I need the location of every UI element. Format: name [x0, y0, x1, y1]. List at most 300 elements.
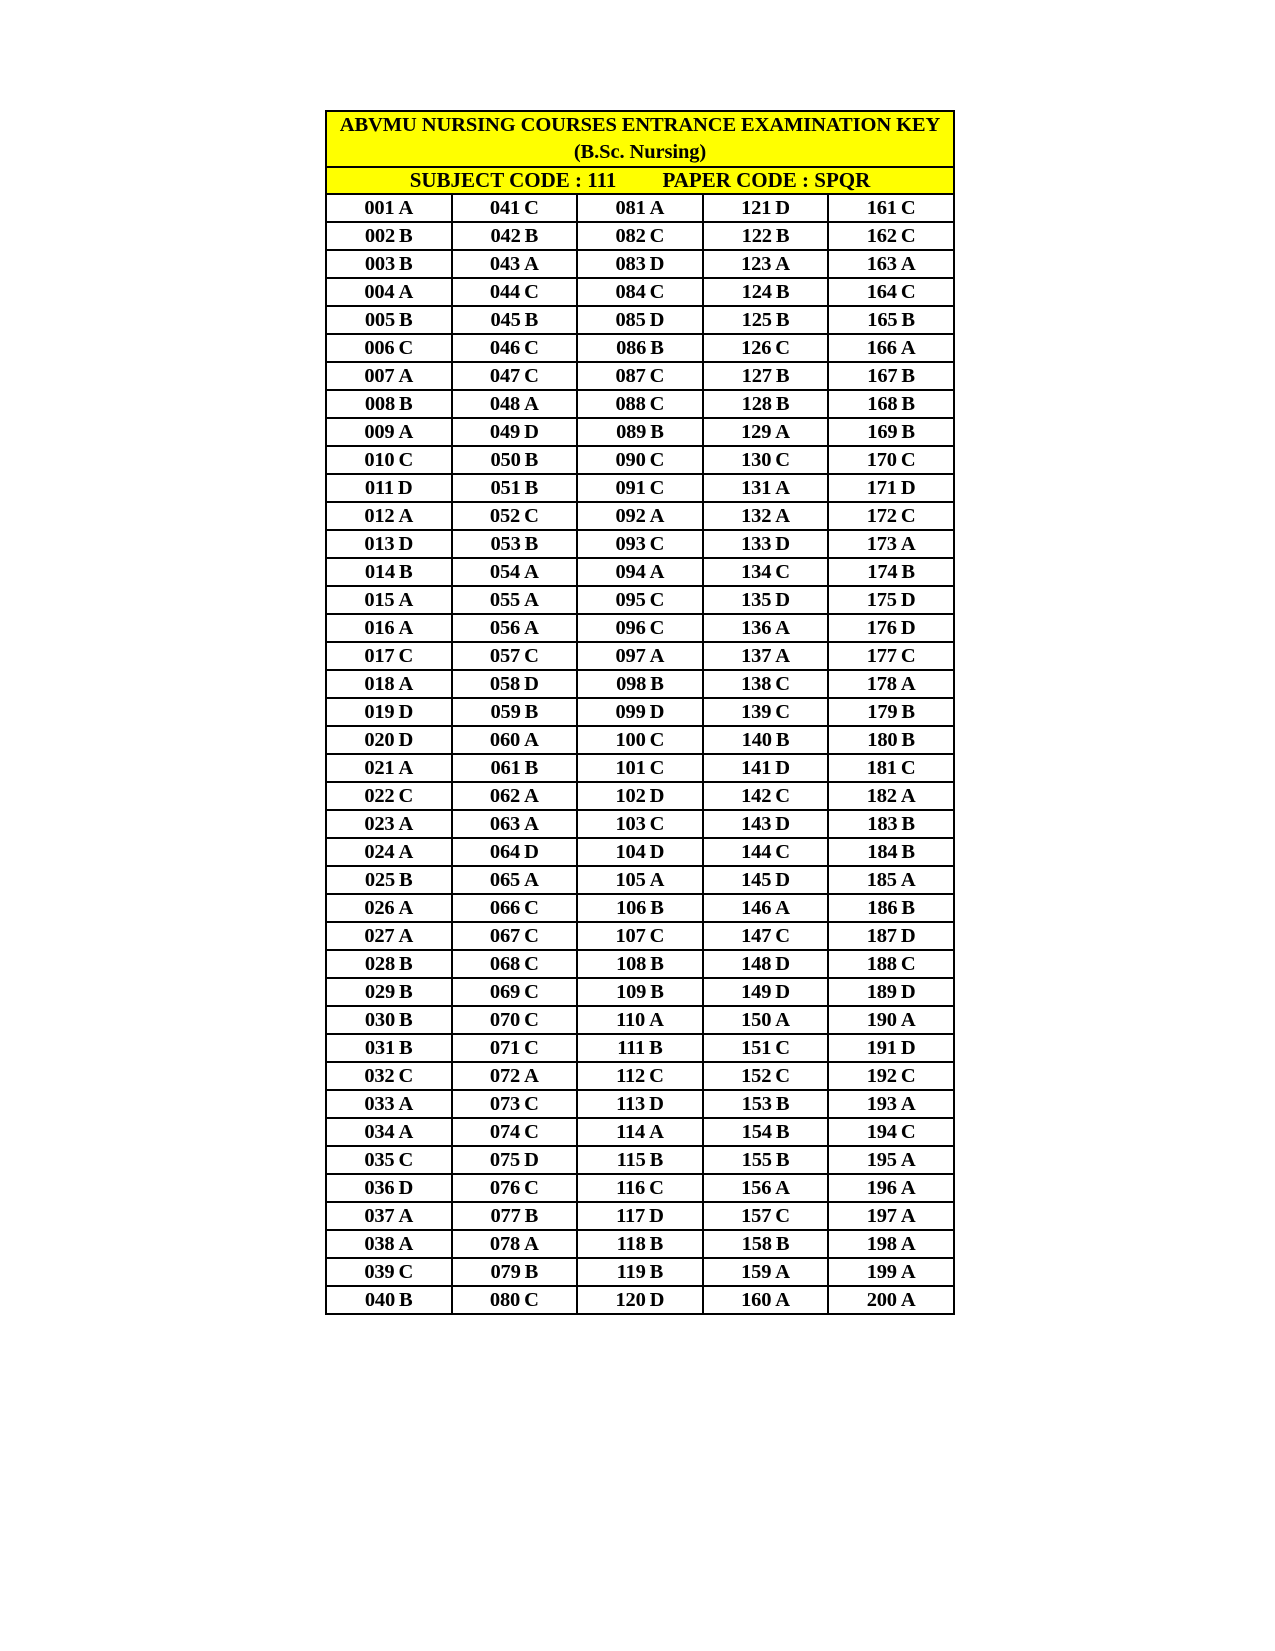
answer-option: B — [524, 477, 539, 500]
answer-cell — [452, 278, 578, 306]
answer-option: A — [524, 561, 539, 584]
answer-cell — [703, 1258, 829, 1286]
question-number: 150 — [741, 1009, 772, 1032]
answer-option: A — [775, 1009, 791, 1032]
question-number: 185 — [866, 869, 897, 892]
answer-cell — [703, 978, 829, 1006]
question-number: 109 — [616, 981, 647, 1004]
question-number: 019 — [364, 701, 395, 724]
exam-title-line-1: ABVMU NURSING COURSES ENTRANCE EXAMINATION KEY — [339, 114, 941, 136]
question-number: 011 — [364, 477, 394, 500]
answer-row — [326, 1034, 954, 1062]
question-number: 121 — [741, 197, 772, 220]
answer-cell — [703, 614, 829, 642]
answer-cell — [326, 782, 452, 810]
answer-cell — [326, 222, 452, 250]
question-number: 001 — [364, 197, 395, 220]
answer-row — [326, 838, 954, 866]
answer-option: D — [900, 1037, 916, 1060]
question-number: 081 — [615, 197, 646, 220]
answer-option: B — [775, 729, 790, 752]
question-number: 199 — [866, 1261, 897, 1284]
question-number: 162 — [866, 225, 897, 248]
answer-cell — [577, 642, 703, 670]
answer-option: A — [900, 869, 916, 892]
question-number: 038 — [364, 1233, 395, 1256]
question-number: 085 — [615, 309, 646, 332]
answer-row — [326, 530, 954, 558]
answer-option: B — [649, 1037, 663, 1060]
question-number: 102 — [615, 785, 646, 808]
question-number: 153 — [741, 1093, 772, 1116]
answer-row — [326, 1230, 954, 1258]
answer-option: D — [649, 309, 665, 332]
question-number: 141 — [741, 757, 772, 780]
answer-cell — [326, 1230, 452, 1258]
question-number: 192 — [866, 1065, 897, 1088]
answer-cell — [577, 782, 703, 810]
answer-option: A — [398, 365, 414, 388]
answer-cell — [452, 474, 578, 502]
question-number: 158 — [741, 1233, 772, 1256]
answer-option: C — [398, 337, 414, 360]
answer-row — [326, 418, 954, 446]
question-number: 087 — [615, 365, 646, 388]
question-number: 191 — [866, 1037, 897, 1060]
question-number: 014 — [364, 561, 396, 584]
question-number: 083 — [615, 253, 646, 276]
answer-cell — [452, 1146, 578, 1174]
answer-option: C — [649, 1177, 664, 1200]
answer-option: A — [398, 757, 414, 780]
answer-option: A — [775, 253, 791, 276]
answer-cell — [577, 362, 703, 390]
answer-cell — [703, 754, 829, 782]
answer-option: C — [900, 505, 916, 528]
answer-option: B — [901, 701, 916, 724]
question-number: 180 — [867, 729, 898, 752]
answer-row — [326, 446, 954, 474]
question-number: 146 — [741, 897, 772, 920]
answer-cell — [703, 418, 829, 446]
answer-row — [326, 502, 954, 530]
answer-option: C — [649, 393, 665, 416]
answer-option: C — [900, 953, 916, 976]
question-number: 004 — [364, 281, 395, 304]
answer-row — [326, 306, 954, 334]
answer-cell — [703, 782, 829, 810]
answer-row — [326, 866, 954, 894]
question-number: 111 — [617, 1037, 646, 1060]
answer-cell — [577, 1118, 703, 1146]
answer-cell — [577, 614, 703, 642]
question-number: 009 — [364, 421, 395, 444]
answer-option: C — [900, 1065, 916, 1088]
answer-cell — [703, 1146, 829, 1174]
question-number: 034 — [364, 1121, 395, 1144]
answer-option: A — [524, 1065, 539, 1088]
question-number: 118 — [616, 1233, 646, 1256]
answer-option: C — [649, 589, 665, 612]
question-number: 188 — [866, 953, 897, 976]
question-number: 116 — [616, 1177, 646, 1200]
answer-cell — [452, 1174, 578, 1202]
question-number: 013 — [364, 533, 395, 556]
answer-option: B — [775, 1233, 790, 1256]
question-number: 132 — [741, 505, 772, 528]
answer-option: D — [649, 701, 665, 724]
answer-cell — [703, 838, 829, 866]
answer-row — [326, 614, 954, 642]
answer-cell — [326, 362, 452, 390]
question-number: 176 — [866, 617, 897, 640]
answer-option: C — [775, 561, 791, 584]
question-number: 066 — [489, 897, 521, 920]
answer-row — [326, 698, 954, 726]
answer-cell — [703, 1202, 829, 1230]
answer-cell — [703, 1090, 829, 1118]
answer-option: B — [901, 421, 916, 444]
question-number: 093 — [615, 533, 646, 556]
answer-option: C — [524, 981, 539, 1004]
question-number: 068 — [489, 953, 521, 976]
question-number: 110 — [616, 1009, 646, 1032]
answer-cell — [326, 1202, 452, 1230]
answer-option: D — [900, 617, 916, 640]
answer-option: B — [901, 393, 916, 416]
answer-option: D — [398, 701, 414, 724]
answer-cell — [703, 922, 829, 950]
answer-cell — [828, 250, 954, 278]
answer-cell — [326, 194, 452, 222]
question-number: 178 — [866, 673, 897, 696]
answer-option: D — [649, 253, 665, 276]
answer-option: C — [398, 449, 414, 472]
answer-cell — [577, 950, 703, 978]
answer-cell — [828, 1202, 954, 1230]
answer-cell — [326, 810, 452, 838]
answer-cell — [326, 894, 452, 922]
answer-cell — [828, 390, 954, 418]
answer-cell — [452, 558, 578, 586]
answer-row — [326, 334, 954, 362]
answer-option: B — [649, 1233, 664, 1256]
answer-option: A — [398, 897, 414, 920]
answer-row — [326, 558, 954, 586]
answer-option: C — [524, 1177, 539, 1200]
answer-cell — [452, 810, 578, 838]
answer-option: A — [524, 813, 539, 836]
answer-option: D — [398, 533, 414, 556]
question-number: 035 — [364, 1149, 395, 1172]
answer-row — [326, 978, 954, 1006]
answer-option: A — [775, 421, 791, 444]
answer-cell — [828, 502, 954, 530]
answer-cell — [703, 670, 829, 698]
question-number: 095 — [615, 589, 646, 612]
question-number: 147 — [741, 925, 772, 948]
answer-option: B — [650, 953, 664, 976]
answer-cell — [452, 194, 578, 222]
answer-cell — [326, 278, 452, 306]
question-number: 022 — [364, 785, 395, 808]
answer-option: A — [900, 673, 916, 696]
answer-cell — [577, 810, 703, 838]
question-number: 133 — [741, 533, 772, 556]
question-number: 090 — [615, 449, 646, 472]
answer-option: B — [399, 1037, 413, 1060]
answer-cell — [577, 306, 703, 334]
question-number: 052 — [489, 505, 521, 528]
answer-cell — [703, 502, 829, 530]
answer-cell — [828, 614, 954, 642]
question-number: 094 — [615, 561, 646, 584]
answer-row — [326, 194, 954, 222]
answer-option: D — [524, 673, 539, 696]
answer-cell — [577, 1034, 703, 1062]
answer-cell — [577, 754, 703, 782]
answer-cell — [828, 866, 954, 894]
answer-option: B — [524, 701, 539, 724]
question-number: 077 — [490, 1205, 521, 1228]
answer-option: C — [398, 1065, 414, 1088]
question-number: 114 — [616, 1121, 646, 1144]
answer-cell — [452, 838, 578, 866]
answer-option: B — [901, 813, 916, 836]
answer-cell — [452, 334, 578, 362]
answer-option: C — [900, 645, 916, 668]
answer-option: D — [649, 1289, 665, 1312]
answer-option: B — [775, 365, 790, 388]
answer-option: A — [900, 533, 916, 556]
question-number: 002 — [364, 225, 396, 248]
answer-cell — [577, 334, 703, 362]
answer-cell — [828, 950, 954, 978]
question-number: 169 — [867, 421, 898, 444]
question-number: 005 — [364, 309, 396, 332]
answer-cell — [577, 1286, 703, 1314]
question-number: 080 — [489, 1289, 521, 1312]
question-number: 148 — [741, 953, 772, 976]
question-number: 056 — [489, 617, 521, 640]
question-number: 123 — [741, 253, 772, 276]
answer-option: B — [524, 1205, 539, 1228]
question-number: 076 — [489, 1177, 521, 1200]
question-number: 136 — [741, 617, 772, 640]
answer-cell — [577, 978, 703, 1006]
answer-option: C — [398, 1149, 414, 1172]
question-number: 167 — [867, 365, 898, 388]
answer-option: A — [649, 645, 665, 668]
question-number: 127 — [741, 365, 772, 388]
answer-cell — [703, 1118, 829, 1146]
answer-option: A — [900, 785, 916, 808]
answer-cell — [703, 194, 829, 222]
answer-option: A — [900, 1149, 916, 1172]
answer-cell — [577, 698, 703, 726]
answer-option: C — [775, 701, 791, 724]
answer-cell — [828, 1118, 954, 1146]
answer-option: A — [398, 617, 414, 640]
answer-cell — [452, 782, 578, 810]
answer-option: C — [398, 645, 414, 668]
answer-option: B — [775, 309, 790, 332]
answer-option: A — [398, 1093, 414, 1116]
answer-cell — [452, 446, 578, 474]
answer-option: C — [775, 1205, 791, 1228]
question-number: 020 — [364, 729, 395, 752]
answer-cell — [577, 1146, 703, 1174]
answer-row — [326, 754, 954, 782]
answer-cell — [703, 222, 829, 250]
answer-cell — [452, 614, 578, 642]
question-number: 069 — [489, 981, 521, 1004]
answer-option: C — [775, 1037, 791, 1060]
question-number: 142 — [741, 785, 772, 808]
answer-cell — [703, 1034, 829, 1062]
question-number: 172 — [866, 505, 897, 528]
answer-option: C — [524, 1289, 539, 1312]
question-number: 018 — [364, 673, 395, 696]
codes-row — [326, 167, 954, 194]
question-number: 042 — [490, 225, 521, 248]
question-number: 063 — [489, 813, 521, 836]
answer-option: A — [524, 869, 539, 892]
answer-option: D — [524, 421, 539, 444]
answer-option: A — [398, 1121, 414, 1144]
question-number: 154 — [741, 1121, 772, 1144]
answer-cell — [828, 754, 954, 782]
answer-cell — [326, 642, 452, 670]
question-number: 144 — [741, 841, 772, 864]
subject-code-label: SUBJECT CODE : 111 — [409, 168, 617, 193]
question-number: 036 — [364, 1177, 395, 1200]
answer-cell — [703, 810, 829, 838]
answer-option: A — [524, 729, 539, 752]
question-number: 033 — [364, 1093, 395, 1116]
answer-option: A — [524, 393, 539, 416]
answer-option: A — [649, 1121, 664, 1144]
question-number: 062 — [489, 785, 521, 808]
answer-cell — [452, 530, 578, 558]
answer-option: D — [775, 197, 791, 220]
question-number: 017 — [364, 645, 395, 668]
answer-option: B — [775, 1093, 790, 1116]
answer-option: C — [649, 925, 665, 948]
question-number: 124 — [741, 281, 772, 304]
answer-row — [326, 1118, 954, 1146]
answer-option: A — [398, 925, 414, 948]
answer-option: B — [650, 337, 664, 360]
answer-cell — [326, 1034, 452, 1062]
answer-option: C — [398, 1261, 414, 1284]
answer-row — [326, 362, 954, 390]
question-number: 079 — [490, 1261, 521, 1284]
question-number: 054 — [489, 561, 521, 584]
answer-option: D — [900, 981, 916, 1004]
answer-cell — [326, 586, 452, 614]
answer-cell — [326, 1286, 452, 1314]
answer-option: D — [900, 477, 916, 500]
question-number: 073 — [489, 1093, 521, 1116]
answer-cell — [703, 642, 829, 670]
answer-cell — [326, 866, 452, 894]
answer-cell — [452, 866, 578, 894]
answer-cell — [828, 1034, 954, 1062]
answer-row — [326, 1174, 954, 1202]
answer-cell — [577, 670, 703, 698]
answer-cell — [452, 362, 578, 390]
answer-row — [326, 894, 954, 922]
question-number: 200 — [866, 1289, 897, 1312]
answer-cell — [828, 1286, 954, 1314]
answer-option: B — [775, 225, 790, 248]
answer-cell — [577, 1202, 703, 1230]
answer-row — [326, 222, 954, 250]
answer-cell — [326, 1090, 452, 1118]
question-number: 186 — [867, 897, 898, 920]
answer-row — [326, 474, 954, 502]
question-number: 155 — [741, 1149, 772, 1172]
question-number: 008 — [364, 393, 396, 416]
answer-option: C — [524, 1009, 539, 1032]
answer-cell — [703, 558, 829, 586]
answer-cell — [828, 334, 954, 362]
answer-cell — [828, 1174, 954, 1202]
answer-cell — [577, 222, 703, 250]
answer-option: A — [775, 505, 791, 528]
answer-key-table — [325, 110, 955, 1315]
answer-option: D — [524, 1149, 539, 1172]
question-number: 171 — [866, 477, 897, 500]
question-number: 047 — [489, 365, 521, 388]
answer-cell — [577, 1062, 703, 1090]
question-number: 117 — [616, 1205, 646, 1228]
answer-cell — [452, 922, 578, 950]
answer-option: A — [775, 1261, 791, 1284]
answer-option: C — [649, 617, 665, 640]
answer-cell — [828, 558, 954, 586]
answer-row — [326, 586, 954, 614]
answer-row — [326, 278, 954, 306]
question-number: 098 — [616, 673, 647, 696]
question-number: 183 — [867, 813, 898, 836]
answer-cell — [577, 558, 703, 586]
answer-cell — [452, 1230, 578, 1258]
question-number: 152 — [741, 1065, 772, 1088]
question-number: 067 — [489, 925, 521, 948]
question-number: 137 — [741, 645, 772, 668]
question-number: 175 — [866, 589, 897, 612]
answer-cell — [828, 642, 954, 670]
answer-cell — [703, 362, 829, 390]
answer-option: C — [524, 365, 539, 388]
answer-option: D — [775, 869, 791, 892]
answer-option: A — [649, 1009, 664, 1032]
answer-option: A — [398, 589, 414, 612]
answer-cell — [452, 390, 578, 418]
answer-option: A — [398, 505, 414, 528]
answer-cell — [828, 838, 954, 866]
question-number: 092 — [615, 505, 646, 528]
answer-cell — [577, 1258, 703, 1286]
answer-cell — [452, 978, 578, 1006]
answer-option: B — [775, 393, 790, 416]
answer-cell — [452, 586, 578, 614]
answer-option: B — [399, 393, 413, 416]
exam-title-line-2: (B.Sc. Nursing) — [573, 141, 707, 164]
answer-row — [326, 810, 954, 838]
